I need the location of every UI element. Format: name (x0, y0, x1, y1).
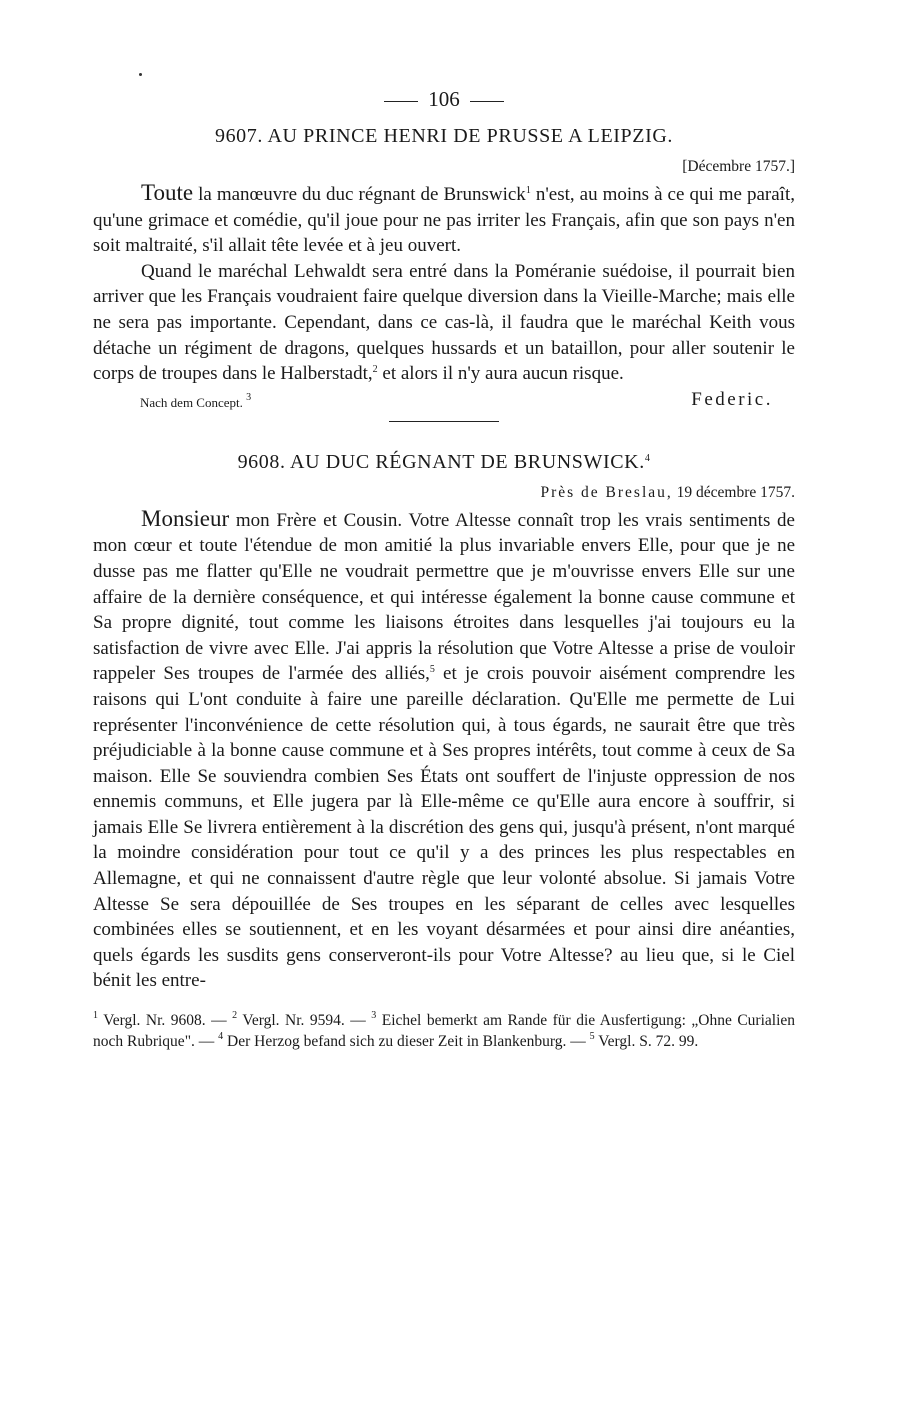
letter-9607-paragraph-1 (93, 180, 795, 259)
footnote-mark-5: 5 (589, 1031, 595, 1043)
text-span: la manœuvre du duc régnant de Brunswick (193, 184, 526, 205)
signature-row (93, 389, 795, 417)
stray-mark (139, 73, 142, 76)
footnote-ref-4: 4 (644, 452, 651, 464)
text-span: et alors il n'y aura aucun risque. (377, 363, 624, 385)
opening-word: Monsieur (141, 505, 230, 531)
letter-9608-title (93, 448, 795, 476)
text-span: et je crois pouvoir aisément comprendre les raisons qui L'ont conduite à faire une pareille déclaration. Qu'Elle me permette de Lui représenter l'inconvénience de cette résolution qui, à tous égards, ne saurait être que très préjudiciable à la bonne cause commune et à Ses propres intérêts, tout comme à ceux de Sa maison. Elle Se souviendra combien Ses États ont souffert de l'injuste oppression de nos ennemis communs, et Elle jugera par là Elle-même ce qu'Elle aura encore à souffrir, si jamais Elle Se livrera entièrement à la discrétion des gens qui, jusqu'à présent, n'ont marqué la moindre considération pour tout ce qu'il y a des princes les plus respectables en Allemagne, et qui ne connaissent d'autre règle que leur volonté absolue. Si jamais Votre Altesse Se sera dépouillée de Ses troupes en les séparant de celles avec lesquelles combinées elles se soutiennent, et en les voyant désarmées et pour ainsi dire anéanties, quels égards les susdits gens conserveront-ils pour Votre Altesse? au lieu que, si le Ciel bénit les entre- (93, 663, 795, 992)
section-separator (389, 421, 499, 422)
footnote-2: Vergl. Nr. 9594. — (237, 1012, 372, 1030)
footnote-mark-1: 1 (93, 1010, 98, 1022)
text-span: mon Frère et Cousin. Votre Altesse connaît trop les vrais sentiments de mon cœur et toute l'étendue de mon amitié la plus invariable envers Elle, pour que je ne dusse pas me flatter qu'Elle ne voudrait permettre que je m'ouvrisse envers Elle sur une affaire de la dernière conséquence, et qui intéresse également la bonne cause commune et Sa propre dignité, tout comme les liaisons étroites dans lesquelles j'ai toujours eu la satisfaction de vivre avec Elle. J'ai appris la résolution que Votre Altesse a prise de vouloir rappeler Ses troupes de l'armée des alliés, (93, 509, 795, 685)
text-span: n'est, au moins à ce qui me paraît, qu'une grimace et comédie, qu'il joue pour ne pas irriter les Français, afin que son pays n'en soit maltraité, s'il allait tête levée et à jeu ouvert. (93, 184, 795, 257)
date-place: Près de Breslau, (540, 483, 673, 501)
opening-word: Toute (141, 180, 194, 205)
signature: Federic. (691, 388, 773, 410)
footnote-mark-2: 2 (232, 1010, 238, 1022)
dash-left (384, 101, 418, 102)
footnote-mark-4: 4 (218, 1031, 224, 1043)
footnote-mark-3: 3 (371, 1010, 377, 1022)
letter-9607-title: 9607. AU PRINCE HENRI DE PRUSSE A LEIPZIG. (214, 125, 673, 147)
page-number: 106 (428, 87, 460, 111)
footnote-ref-1: 1 (525, 185, 531, 196)
letter-9608-paragraph-1 (93, 506, 795, 994)
footnote-5: Vergl. S. 72. 99. (594, 1033, 699, 1051)
book-page (93, 84, 795, 1052)
source-text: Nach dem Concept. (140, 394, 243, 410)
dash-right (470, 101, 504, 102)
footnote-3: Eichel bemerkt am Rande für die Ausfertigung: „Ohne Curialien noch Rubrique". — (93, 1012, 796, 1051)
letter-9607-paragraph-2 (93, 259, 795, 387)
source-note (140, 391, 252, 411)
footnote-ref-5: 5 (429, 664, 435, 676)
footnote-4: Der Herzog befand sich zu dieser Zeit in Blankenburg. — (223, 1033, 590, 1051)
text-span: Quand le maréchal Lehwaldt sera entré dans la Poméranie suédoise, il pourrait bien arriver que les Français voudraient faire quelque diversion dans la Vieille-Marche; mais elle ne sera pas importante. Cependant, dans ce cas-là, il faudra que le maréchal Keith vous détache un régiment de dragons, quelques hussards et un bataillon, pour aller soutenir le corps de troupes dans le Halberstadt, (93, 260, 795, 385)
footnotes (93, 1010, 795, 1052)
letter-9607-date: [Décembre 1757.] (682, 158, 795, 175)
letter-9608-date (93, 482, 795, 504)
title-text: 9608. AU DUC RÉGNANT DE BRUNSWICK. (237, 450, 645, 473)
page-number-header (93, 84, 795, 114)
footnote-1: Vergl. Nr. 9608. — (98, 1012, 233, 1030)
footnote-ref-3: 3 (246, 391, 252, 403)
footnote-ref-2: 2 (372, 364, 378, 376)
date-rest: 19 décembre 1757. (672, 483, 795, 501)
